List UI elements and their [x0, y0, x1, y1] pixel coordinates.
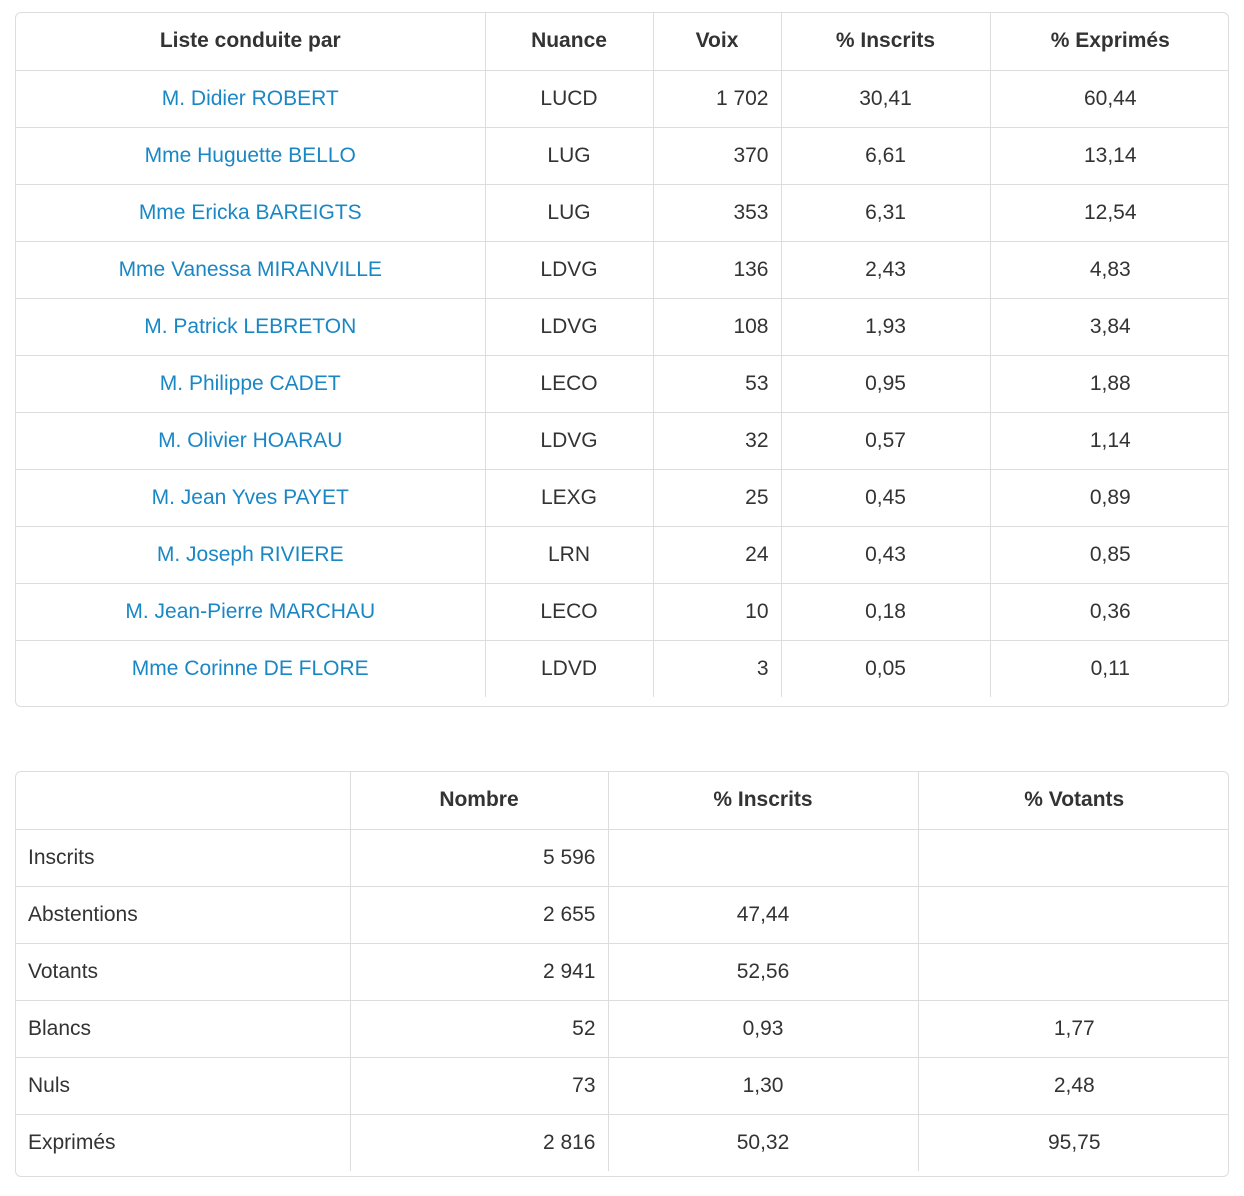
candidate-cell	[16, 469, 485, 526]
candidate-link[interactable]: M. Philippe CADET	[159, 371, 341, 395]
candidate-link[interactable]: Mme Corinne DE FLORE	[131, 656, 369, 680]
pct-votants-cell: 95,75	[918, 1114, 1229, 1171]
summary-label-cell: Abstentions	[16, 886, 350, 943]
candidate-cell	[16, 640, 485, 697]
summary-pct-inscrits-cell: 50,32	[608, 1114, 918, 1171]
candidate-link[interactable]: Mme Ericka BAREIGTS	[138, 200, 362, 224]
nuance-cell: LUG	[485, 184, 653, 241]
table-row	[16, 583, 1229, 640]
voix-cell: 1 702	[653, 70, 781, 127]
summary-pct-inscrits-cell	[608, 829, 918, 886]
nombre-cell: 52	[350, 1000, 608, 1057]
candidate-cell	[16, 355, 485, 412]
nuance-cell: LDVG	[485, 298, 653, 355]
nombre-cell: 5 596	[350, 829, 608, 886]
voix-cell: 353	[653, 184, 781, 241]
nombre-cell: 2 941	[350, 943, 608, 1000]
candidate-link[interactable]: Mme Huguette BELLO	[144, 143, 356, 167]
table-row	[16, 355, 1229, 412]
nuance-cell: LUCD	[485, 70, 653, 127]
summary-label-cell: Blancs	[16, 1000, 350, 1057]
nuance-cell: LECO	[485, 583, 653, 640]
summary-table-container	[15, 771, 1229, 1177]
pct-exprimes-cell: 13,14	[990, 127, 1229, 184]
voix-cell: 53	[653, 355, 781, 412]
results-body	[16, 70, 1229, 697]
table-row	[16, 829, 1229, 886]
voix-cell: 3	[653, 640, 781, 697]
candidate-cell	[16, 583, 485, 640]
table-row	[16, 640, 1229, 697]
results-table-container	[15, 12, 1229, 707]
pct-exprimes-cell: 0,89	[990, 469, 1229, 526]
summary-body	[16, 829, 1229, 1171]
summary-label-cell: Exprimés	[16, 1114, 350, 1171]
candidate-link[interactable]: M. Jean-Pierre MARCHAU	[125, 599, 376, 623]
pct-inscrits-cell: 0,57	[781, 412, 990, 469]
table-row	[16, 1114, 1229, 1171]
table-row	[16, 943, 1229, 1000]
candidate-cell	[16, 526, 485, 583]
pct-exprimes-cell: 1,14	[990, 412, 1229, 469]
summary-label-cell: Nuls	[16, 1057, 350, 1114]
candidate-link[interactable]: M. Didier ROBERT	[161, 86, 339, 110]
summary-header-row	[16, 772, 1229, 829]
nombre-cell: 73	[350, 1057, 608, 1114]
summary-pct-inscrits-cell: 1,30	[608, 1057, 918, 1114]
table-row	[16, 70, 1229, 127]
pct-exprimes-cell: 3,84	[990, 298, 1229, 355]
candidate-cell	[16, 298, 485, 355]
summary-label-cell: Inscrits	[16, 829, 350, 886]
candidate-cell	[16, 70, 485, 127]
table-row	[16, 298, 1229, 355]
pct-exprimes-cell: 12,54	[990, 184, 1229, 241]
nuance-cell: LDVD	[485, 640, 653, 697]
header-nombre: Nombre	[350, 772, 608, 829]
table-row	[16, 1057, 1229, 1114]
pct-inscrits-cell: 1,93	[781, 298, 990, 355]
candidate-cell	[16, 127, 485, 184]
pct-inscrits-cell: 6,31	[781, 184, 990, 241]
header-pct-inscrits: % Inscrits	[781, 13, 990, 70]
nuance-cell: LUG	[485, 127, 653, 184]
pct-exprimes-cell: 4,83	[990, 241, 1229, 298]
table-row	[16, 127, 1229, 184]
voix-cell: 10	[653, 583, 781, 640]
table-row	[16, 526, 1229, 583]
candidate-cell	[16, 412, 485, 469]
summary-pct-inscrits-cell: 0,93	[608, 1000, 918, 1057]
pct-exprimes-cell: 1,88	[990, 355, 1229, 412]
voix-cell: 25	[653, 469, 781, 526]
pct-votants-cell: 1,77	[918, 1000, 1229, 1057]
candidate-link[interactable]: M. Joseph RIVIERE	[156, 542, 344, 566]
summary-pct-inscrits-cell: 47,44	[608, 886, 918, 943]
candidate-link[interactable]: M. Olivier HOARAU	[158, 428, 343, 452]
pct-inscrits-cell: 2,43	[781, 241, 990, 298]
table-row	[16, 184, 1229, 241]
pct-votants-cell	[918, 886, 1229, 943]
nuance-cell: LRN	[485, 526, 653, 583]
pct-inscrits-cell: 0,95	[781, 355, 990, 412]
pct-inscrits-cell: 0,45	[781, 469, 990, 526]
voix-cell: 370	[653, 127, 781, 184]
results-header-row	[16, 13, 1229, 70]
pct-inscrits-cell: 0,43	[781, 526, 990, 583]
header-empty	[16, 772, 350, 829]
nuance-cell: LDVG	[485, 412, 653, 469]
nombre-cell: 2 816	[350, 1114, 608, 1171]
pct-exprimes-cell: 0,85	[990, 526, 1229, 583]
nuance-cell: LDVG	[485, 241, 653, 298]
pct-exprimes-cell: 0,36	[990, 583, 1229, 640]
pct-votants-cell	[918, 829, 1229, 886]
pct-inscrits-cell: 30,41	[781, 70, 990, 127]
summary-table	[16, 772, 1229, 1171]
pct-inscrits-cell: 0,18	[781, 583, 990, 640]
voix-cell: 136	[653, 241, 781, 298]
table-row	[16, 241, 1229, 298]
voix-cell: 24	[653, 526, 781, 583]
voix-cell: 32	[653, 412, 781, 469]
nombre-cell: 2 655	[350, 886, 608, 943]
table-row	[16, 412, 1229, 469]
table-row	[16, 886, 1229, 943]
table-row	[16, 469, 1229, 526]
summary-pct-inscrits-cell: 52,56	[608, 943, 918, 1000]
header-pct-votants: % Votants	[918, 772, 1229, 829]
pct-exprimes-cell: 0,11	[990, 640, 1229, 697]
candidate-link[interactable]: M. Jean Yves PAYET	[151, 485, 349, 509]
candidate-link[interactable]: Mme Vanessa MIRANVILLE	[118, 257, 382, 281]
pct-votants-cell	[918, 943, 1229, 1000]
nuance-cell: LECO	[485, 355, 653, 412]
candidate-cell	[16, 241, 485, 298]
header-summary-pct-inscrits: % Inscrits	[608, 772, 918, 829]
pct-inscrits-cell: 0,05	[781, 640, 990, 697]
table-row	[16, 1000, 1229, 1057]
nuance-cell: LEXG	[485, 469, 653, 526]
header-list: Liste conduite par	[159, 29, 341, 53]
header-pct-exprimes: % Exprimés	[990, 13, 1229, 70]
summary-label-cell: Votants	[16, 943, 350, 1000]
pct-inscrits-cell: 6,61	[781, 127, 990, 184]
pct-votants-cell: 2,48	[918, 1057, 1229, 1114]
candidate-cell	[16, 184, 485, 241]
header-voix: Voix	[653, 13, 781, 70]
candidate-link[interactable]: M. Patrick LEBRETON	[144, 314, 357, 338]
header-nuance: Nuance	[485, 13, 653, 70]
results-table	[16, 13, 1229, 697]
voix-cell: 108	[653, 298, 781, 355]
pct-exprimes-cell: 60,44	[990, 70, 1229, 127]
